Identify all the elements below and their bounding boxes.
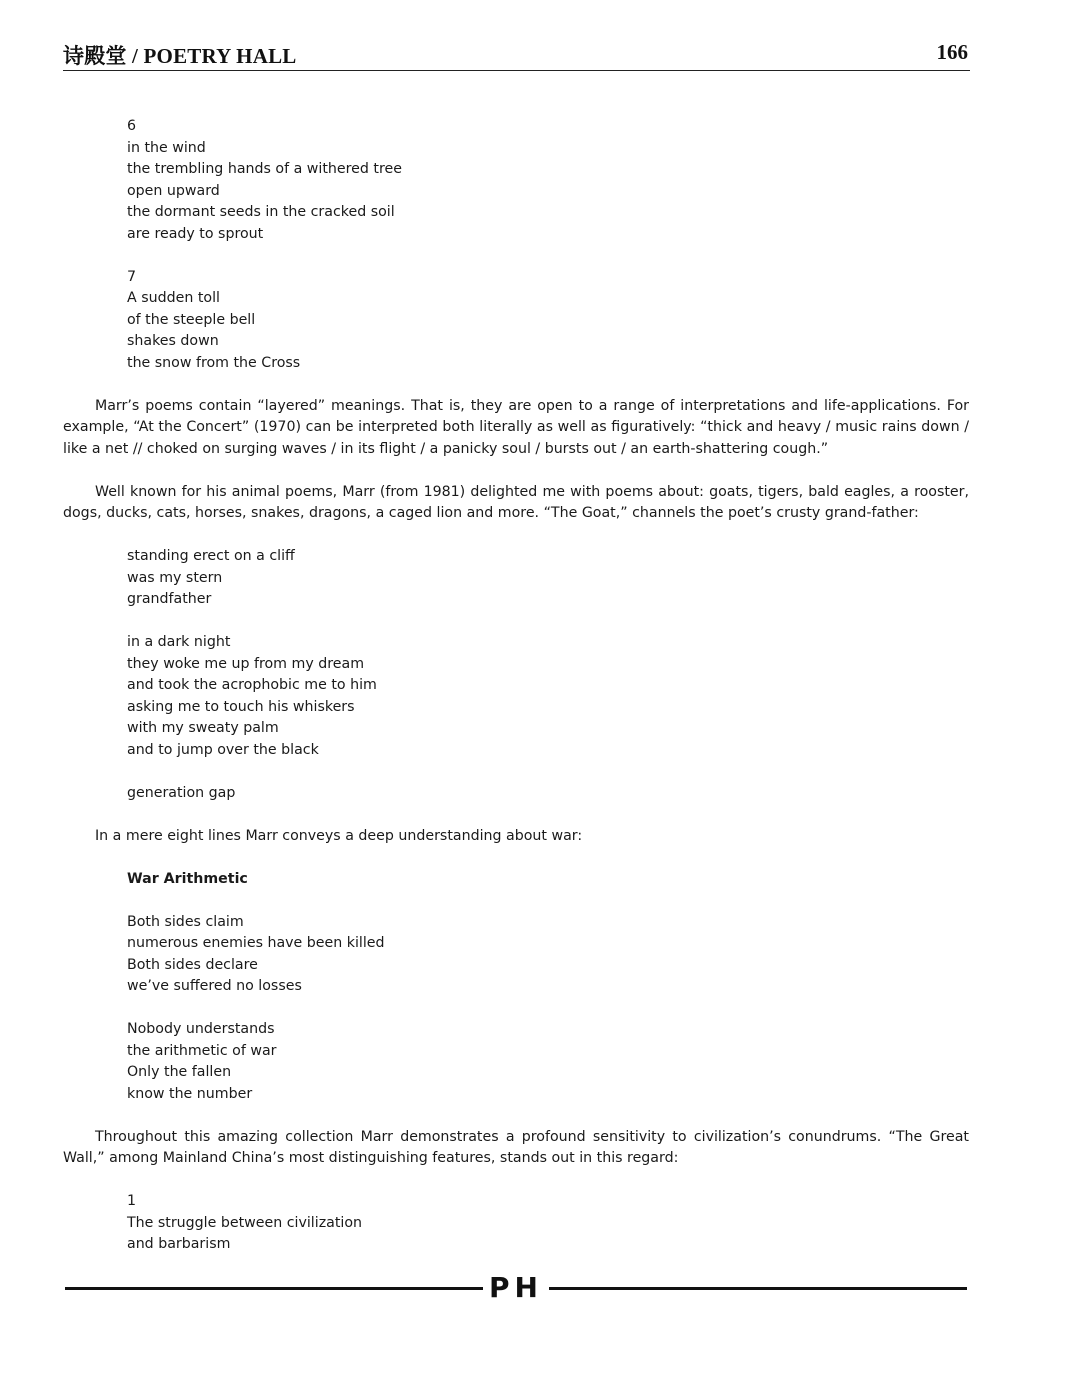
verse-line: The struggle between civilization [127,1214,363,1231]
verse-line: Nobody understands [127,1021,275,1037]
paragraph-animal-poems: Well known for his animal poems, Marr (from 1981) delighted me with poems about: goats, tigers, bald eagles, a rooster, dogs, ducks, cats, horses, snakes, dragons, a caged lion and more. “The Goat,” channels the poet’s crusty grand-father: [63,483,969,521]
ph-logo: PH [489,1271,543,1304]
poem-war-arithmetic [63,869,969,1106]
verse-line: shakes down [127,333,219,349]
poem-excerpt-goat [63,546,969,804]
verse-line: the arithmetic of war [127,1042,277,1059]
verse-line: Both sides declare [127,956,258,973]
poem-title: War Arithmetic [127,870,248,887]
verse-line: of the steeple bell [127,311,256,328]
verse-line: asking me to touch his whiskers [127,698,355,715]
paragraph-great-wall: Throughout this amazing collection Marr demonstrates a profound sensitivity to civilization’s conundrums. “The Great Wall,” among Mainland China’s most distinguishing features, stands out in this regard: [63,1128,969,1166]
verse-line: and barbarism [127,1236,231,1252]
verse-line: they woke me up from my dream [127,655,365,672]
verse-line: we’ve suffered no losses [127,978,302,994]
footer-rule-right [549,1287,967,1290]
page-number: 166 [936,40,968,64]
verse-line: open upward [127,182,220,199]
verse-line: with my sweaty palm [127,720,279,736]
verse-line: and took the acrophobic me to him [127,677,377,693]
verse-line: Only the fallen [127,1064,232,1080]
verse-line: the snow from the Cross [127,354,301,371]
poem-excerpt-great-wall [63,1191,969,1256]
verse-line: know the number [127,1085,253,1102]
verse-line: generation gap [127,784,236,801]
paragraph-war-intro: In a mere eight lines Marr conveys a deep understanding about war: [95,827,583,844]
journal-title: 诗殿堂 / POETRY HALL [63,44,297,68]
verse-line: 1 [127,1193,137,1209]
verse-line: 7 [127,268,137,285]
verse-line: in the wind [127,139,206,156]
verse-line: numerous enemies have been killed [127,935,385,951]
page-header [63,38,970,71]
verse-line: standing erect on a cliff [127,548,295,564]
verse-line: A sudden toll [127,290,220,306]
verse-line: 6 [127,118,137,134]
poem-excerpt-6-7 [63,116,969,374]
verse-line: are ready to sprout [127,225,264,242]
paragraph-layered-meanings: Marr’s poems contain “layered” meanings. That is, they are open to a range of interpretations and life-applications. For example, “At the Concert” (1970) can be interpreted both literally as well as figuratively: “thick and heavy / music rains down / like a net // choked on surging waves / in its flight / a panicky soul / bursts out / an earth-shattering cough.” [63,397,969,457]
verse-line: in a dark night [127,634,231,650]
verse-line: was my stern [127,569,223,586]
article-body [63,116,969,1256]
page-footer [65,1270,967,1306]
verse-line: Both sides claim [127,913,244,930]
footer-rule-left [65,1287,483,1290]
verse-line: and to jump over the black [127,741,319,758]
verse-line: the trembling hands of a withered tree [127,161,402,177]
verse-line: the dormant seeds in the cracked soil [127,204,395,220]
verse-line: grandfather [127,591,212,607]
